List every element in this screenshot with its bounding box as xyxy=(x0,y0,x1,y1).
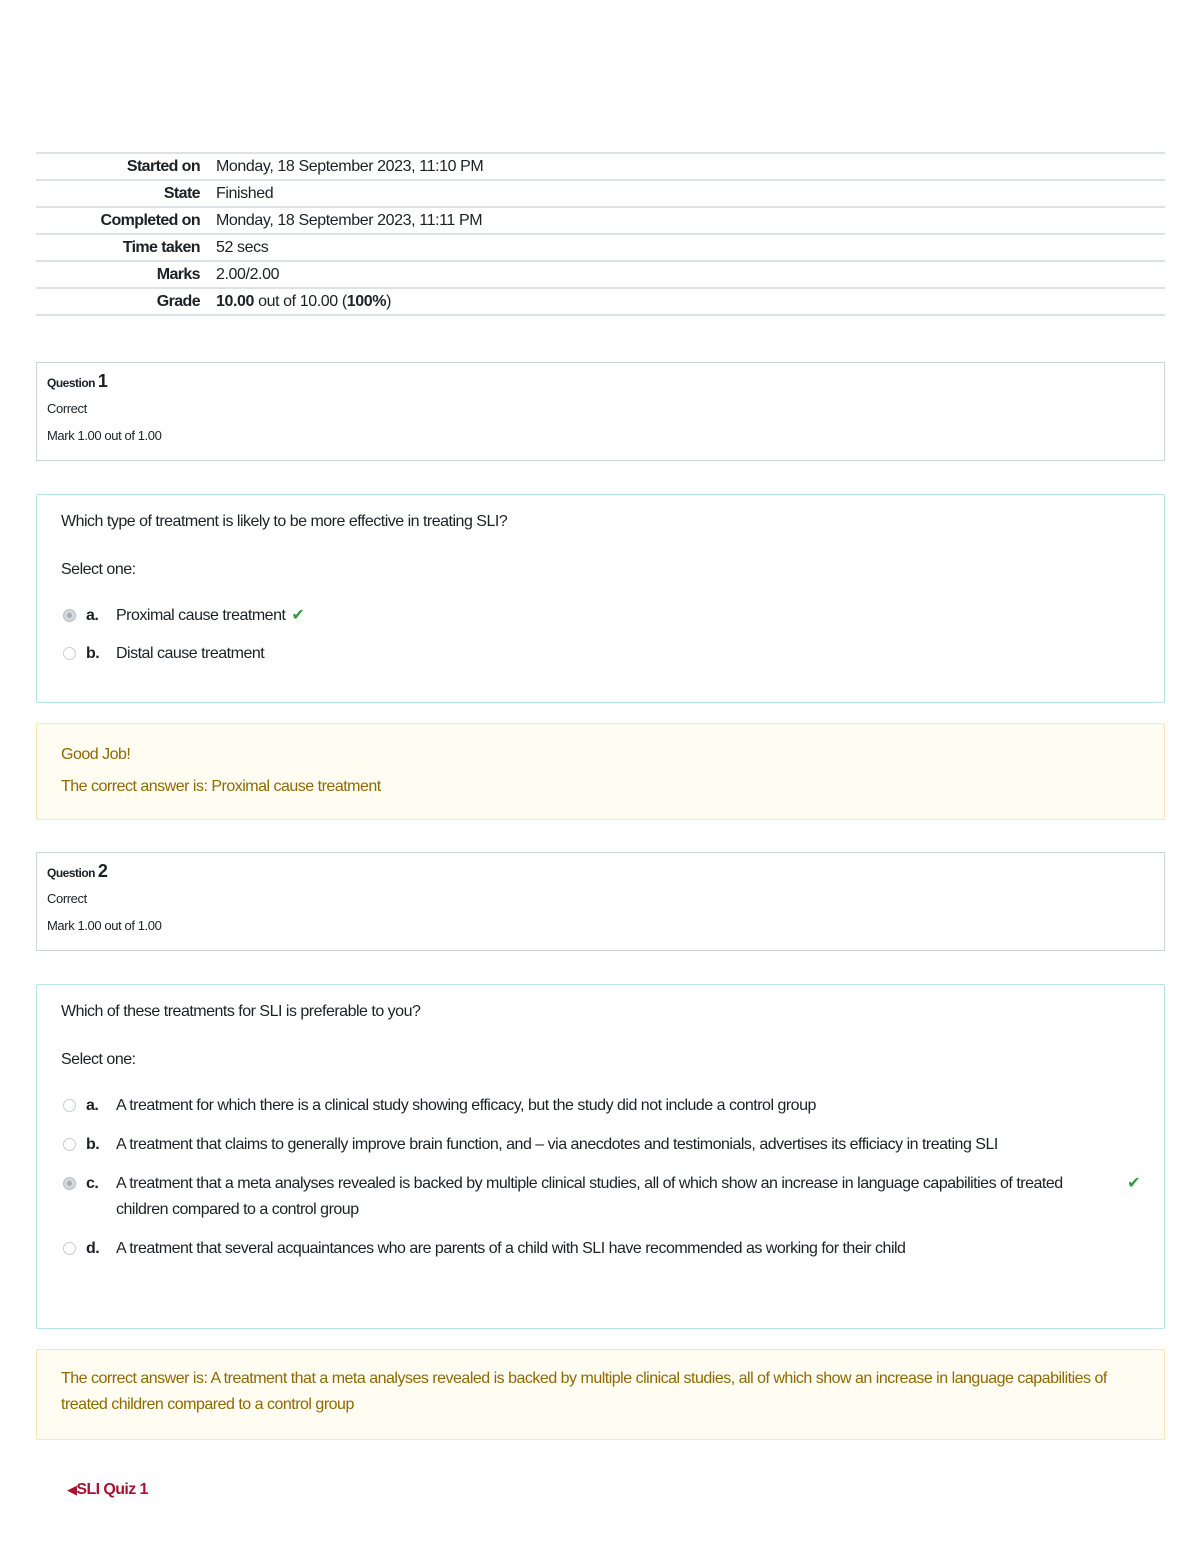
summary-value: Monday, 18 September 2023, 11:11 PM xyxy=(216,211,483,229)
question-1-info xyxy=(36,362,1165,461)
quiz-review-page xyxy=(36,152,1165,1440)
question-2-formulation xyxy=(36,984,1165,1329)
answer-letter: a. xyxy=(86,607,99,624)
question-mark: Mark 1.00 out of 1.00 xyxy=(47,428,162,443)
answer-option-b[interactable] xyxy=(61,641,1140,667)
summary-label: Completed on xyxy=(100,211,200,229)
grade-out-of: out of 10.00 ( xyxy=(254,292,347,310)
summary-label: Started on xyxy=(126,157,200,175)
answer-label: Proximal cause treatment xyxy=(116,607,286,624)
grade-close: ) xyxy=(386,292,392,310)
question-text: Which type of treatment is likely to be more effective in treating SLI? xyxy=(61,513,508,530)
answer-letter: b. xyxy=(86,1136,100,1153)
question-number-value: 2 xyxy=(97,861,108,881)
answer-option-b[interactable] xyxy=(61,1132,1140,1158)
question-state: Correct xyxy=(47,891,87,906)
summary-value: 52 secs xyxy=(216,238,269,256)
summary-value: Finished xyxy=(216,184,274,202)
general-feedback: Good Job! xyxy=(61,746,131,763)
correct-answer-feedback: The correct answer is: Proximal cause treatment xyxy=(61,778,381,795)
summary-label: Grade xyxy=(156,292,200,310)
question-number xyxy=(47,371,1154,392)
correct-check-icon: ✔ xyxy=(291,607,305,624)
radio-button[interactable] xyxy=(63,1099,76,1112)
correct-answer-feedback: The correct answer is: A treatment that a meta analyses revealed is backed by multiple clinical studies, all of which show an increase in language capabilities of treated children compared to a control group xyxy=(61,1370,1107,1413)
summary-value xyxy=(216,288,1165,315)
attempt-summary-table xyxy=(36,152,1165,316)
summary-row-grade xyxy=(36,288,1165,315)
select-one-prompt: Select one: xyxy=(61,1051,136,1068)
summary-label: Time taken xyxy=(122,238,200,256)
summary-row-state xyxy=(36,180,1165,207)
answer-text: A treatment that claims to generally improve brain function, and – via anecdotes and testimonials, advertises its efficiacy in treating SLI xyxy=(116,1136,998,1153)
radio-button-checked[interactable] xyxy=(63,609,76,622)
answer-text: A treatment that several acquaintances who are parents of a child with SLI have recommended as working for their child xyxy=(116,1240,906,1257)
radio-button[interactable] xyxy=(63,647,76,660)
radio-button-checked[interactable] xyxy=(63,1177,76,1190)
grade-score: 10.00 xyxy=(216,292,255,310)
correct-check-icon: ✔ xyxy=(1127,1175,1140,1192)
answer-letter: d. xyxy=(86,1240,100,1257)
question-text: Which of these treatments for SLI is preferable to you? xyxy=(61,1003,421,1020)
question-state: Correct xyxy=(47,401,87,416)
radio-button[interactable] xyxy=(63,1242,76,1255)
answer-list xyxy=(61,1093,1140,1262)
answer-letter: c. xyxy=(86,1175,99,1192)
question-number-value: 1 xyxy=(97,371,108,391)
summary-value: 2.00/2.00 xyxy=(216,265,280,283)
question-mark: Mark 1.00 out of 1.00 xyxy=(47,918,162,933)
grade-percent: 100% xyxy=(346,292,387,310)
previous-activity-label: SLI Quiz 1 xyxy=(76,1481,148,1498)
answer-option-c[interactable] xyxy=(61,1171,1140,1223)
previous-activity-link[interactable] xyxy=(67,1481,148,1499)
answer-letter: b. xyxy=(86,645,100,662)
summary-value: Monday, 18 September 2023, 11:10 PM xyxy=(216,157,484,175)
summary-label: State xyxy=(163,184,200,202)
radio-button[interactable] xyxy=(63,1138,76,1151)
answer-option-a[interactable] xyxy=(61,603,1140,629)
summary-row-completed xyxy=(36,207,1165,234)
question-label: Question xyxy=(47,866,96,880)
left-arrow-icon: ◀ xyxy=(67,1482,77,1497)
answer-text: Distal cause treatment xyxy=(116,645,265,662)
select-one-prompt: Select one: xyxy=(61,561,136,578)
answer-list xyxy=(61,603,1140,667)
summary-label: Marks xyxy=(156,265,200,283)
summary-row-marks xyxy=(36,261,1165,288)
question-2-feedback xyxy=(36,1349,1165,1440)
question-1-formulation xyxy=(36,494,1165,703)
answer-text xyxy=(116,603,1140,629)
question-1-feedback xyxy=(36,723,1165,820)
question-label: Question xyxy=(47,376,96,390)
question-number xyxy=(47,861,1154,882)
question-2-info xyxy=(36,852,1165,951)
answer-letter: a. xyxy=(86,1097,99,1114)
summary-row-started xyxy=(36,153,1165,180)
answer-option-a[interactable] xyxy=(61,1093,1140,1119)
answer-text: A treatment that a meta analyses revealed is backed by multiple clinical studies, all of which show an increase in language capabilities of treated children compared to a control group xyxy=(116,1175,1063,1218)
answer-option-d[interactable] xyxy=(61,1236,1140,1262)
answer-text: A treatment for which there is a clinical study showing efficacy, but the study did not include a control group xyxy=(116,1097,816,1114)
summary-row-time-taken xyxy=(36,234,1165,261)
